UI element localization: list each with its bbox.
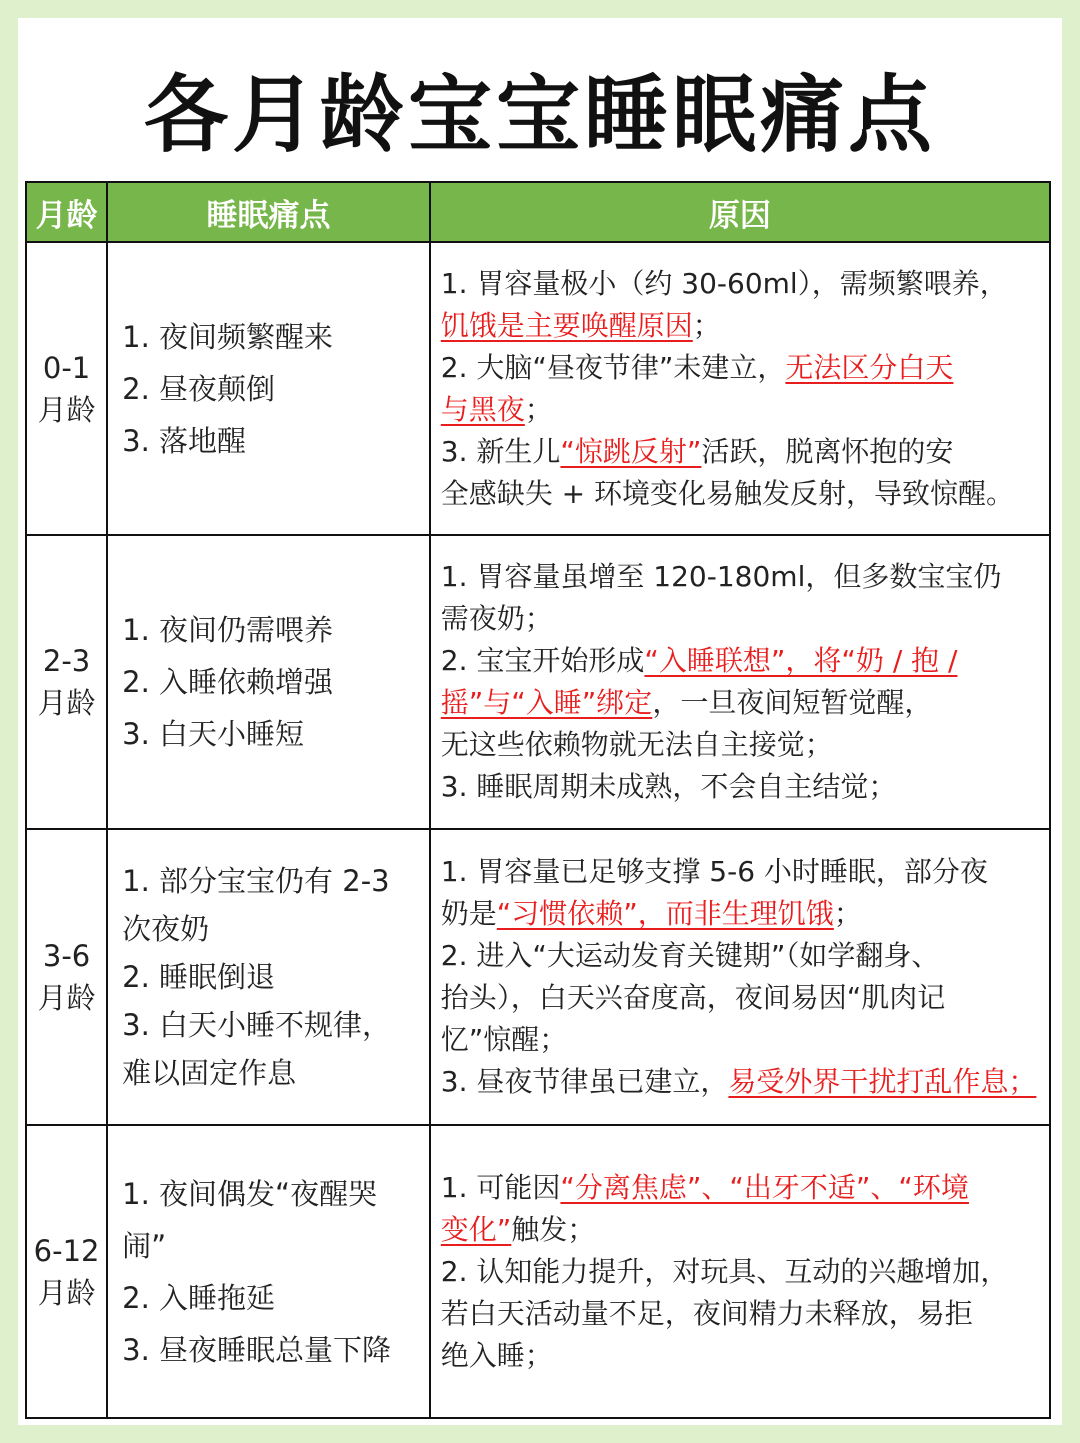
cause-cell [430, 535, 1050, 829]
cause-text: 2. 进入“大运动发育关键期”（如学翻身、 [440, 939, 940, 972]
cause-text: 2. 宝宝开始形成 [440, 644, 645, 677]
pain-point-line: 闹” [122, 1228, 167, 1263]
highlighted-text: “分离焦虑”、“出牙不适”、“环境 [560, 1170, 969, 1204]
age-cell [26, 829, 107, 1125]
cause-line [441, 1019, 1045, 1061]
cause-line [441, 766, 1045, 808]
cause-text: 无这些依赖物就无法自主接觉； [440, 728, 833, 761]
cause-line [441, 893, 1045, 935]
cause-cell [430, 1125, 1050, 1418]
cause-line [441, 640, 1045, 682]
cause-line [441, 1251, 1045, 1293]
cause-text: 奶是 [440, 897, 497, 930]
cause-line [441, 682, 1045, 724]
highlighted-text: 变化” [440, 1212, 512, 1246]
highlighted-text: “习惯依赖”，而非生理饥饿 [496, 897, 834, 930]
cause-text: 活跃，脱离怀抱的安 [701, 434, 954, 468]
cause-line [441, 724, 1045, 766]
pain-point-line: 3. 落地醒 [122, 423, 247, 458]
pain-point-line: 2. 入睡依赖增强 [122, 665, 334, 699]
highlighted-text: 无法区分白天 [785, 350, 954, 384]
pain-cell [107, 829, 430, 1125]
cause-line [441, 977, 1045, 1019]
age-label: 0-1 [42, 350, 91, 385]
cause-text: 忆”惊醒； [440, 1023, 568, 1056]
cause-text: 需夜奶； [440, 602, 553, 635]
pain-point-line: 2. 睡眠倒退 [122, 960, 276, 994]
header-cause: 原因 [430, 182, 1050, 242]
pain-cell [107, 242, 430, 535]
pain-cell [107, 535, 430, 829]
age-label: 月龄 [37, 981, 96, 1015]
pain-point-line: 1. 夜间仍需喂养 [122, 613, 334, 647]
cause-line [441, 598, 1045, 640]
cause-text: 触发； [511, 1212, 596, 1246]
age-label: 6-12 [33, 1233, 100, 1268]
header-pain: 睡眠痛点 [107, 182, 430, 242]
cause-line [441, 851, 1045, 893]
highlighted-text: 与黑夜 [440, 392, 525, 426]
sleep-pain-table [25, 181, 1051, 1419]
table-row [26, 1125, 1050, 1418]
highlighted-text: 易受外界干扰打乱作息； [728, 1065, 1037, 1098]
age-cell [26, 535, 107, 829]
cause-line [441, 263, 1045, 305]
age-cell [26, 1125, 107, 1418]
highlighted-text: “惊跳反射” [560, 434, 702, 468]
cause-text: 1. 胃容量已足够支撑 5-6 小时睡眠，部分夜 [440, 855, 988, 888]
table-header-row [26, 182, 1050, 242]
cause-text: 2. 认知能力提升，对玩具、互动的兴趣增加， [440, 1254, 1009, 1288]
cause-line [441, 431, 1045, 473]
cause-text: 绝入睡； [440, 1338, 553, 1372]
age-label: 3-6 [42, 939, 91, 973]
pain-point-line: 难以固定作息 [122, 1056, 297, 1090]
highlighted-text: 摇”与“入睡”绑定 [440, 686, 653, 719]
header-age: 月龄 [26, 182, 107, 242]
cause-text: 1. 胃容量虽增至 120-180ml，但多数宝宝仍 [440, 560, 1002, 593]
cause-text: ； [524, 392, 553, 426]
cause-text: ； [833, 897, 862, 930]
pain-point-line: 3. 昼夜睡眠总量下降 [122, 1332, 392, 1367]
cause-text: 3. 睡眠周期未成熟，不会自主结觉； [440, 770, 897, 803]
cause-text: ，一旦夜间短暂觉醒， [652, 686, 933, 719]
cause-cell [430, 829, 1050, 1125]
cause-line [441, 1335, 1045, 1377]
cause-text: 全感缺失 + 环境变化易触发反射，导致惊醒。 [440, 476, 1015, 510]
cause-text: 1. 可能因 [440, 1170, 561, 1204]
cause-line [441, 1061, 1045, 1103]
cause-line [441, 1167, 1045, 1209]
cause-text: 3. 新生儿 [440, 434, 561, 468]
cause-line [441, 556, 1045, 598]
pain-point-line: 次夜奶 [122, 912, 210, 946]
highlighted-text: “入睡联想”，将“奶 / 抱 / [644, 644, 958, 677]
cause-text: 若白天活动量不足，夜间精力未释放，易拒 [440, 1296, 973, 1330]
cause-text: 抬头），白天兴奋度高，夜间易因“肌肉记 [440, 981, 946, 1014]
cause-line [441, 305, 1045, 347]
age-label: 月龄 [37, 392, 96, 427]
pain-point-line: 1. 夜间频繁醒来 [122, 319, 334, 354]
table-row [26, 535, 1050, 829]
table-row [26, 829, 1050, 1125]
age-label: 月龄 [37, 1275, 96, 1310]
highlighted-text: 饥饿是主要唤醒原因 [440, 308, 693, 342]
cause-text: 3. 昼夜节律虽已建立， [440, 1065, 729, 1098]
cause-line [441, 389, 1045, 431]
pain-point-line: 1. 夜间偶发“夜醒哭 [122, 1176, 378, 1211]
pain-point-line: 3. 白天小睡短 [122, 717, 305, 751]
cause-text: 2. 大脑“昼夜节律”未建立， [440, 350, 786, 384]
age-cell [26, 242, 107, 535]
pain-point-line: 1. 部分宝宝仍有 2-3 [122, 864, 390, 898]
table-row [26, 242, 1050, 535]
cause-text: ； [692, 308, 721, 342]
cause-line [441, 473, 1045, 515]
age-label: 2-3 [42, 644, 91, 678]
cause-line [441, 935, 1045, 977]
cause-line [441, 1293, 1045, 1335]
cause-cell [430, 242, 1050, 535]
cause-text: 1. 胃容量极小（约 30-60ml），需频繁喂养， [440, 266, 1008, 300]
page-title: 各月龄宝宝睡眠痛点 [143, 66, 936, 164]
pain-point-line: 2. 昼夜颠倒 [122, 371, 276, 406]
cause-line [441, 347, 1045, 389]
pain-point-line: 3. 白天小睡不规律， [122, 1008, 392, 1042]
cause-line [441, 1209, 1045, 1251]
pain-point-line: 2. 入睡拖延 [122, 1280, 276, 1315]
age-label: 月龄 [37, 686, 96, 720]
pain-cell [107, 1125, 430, 1418]
